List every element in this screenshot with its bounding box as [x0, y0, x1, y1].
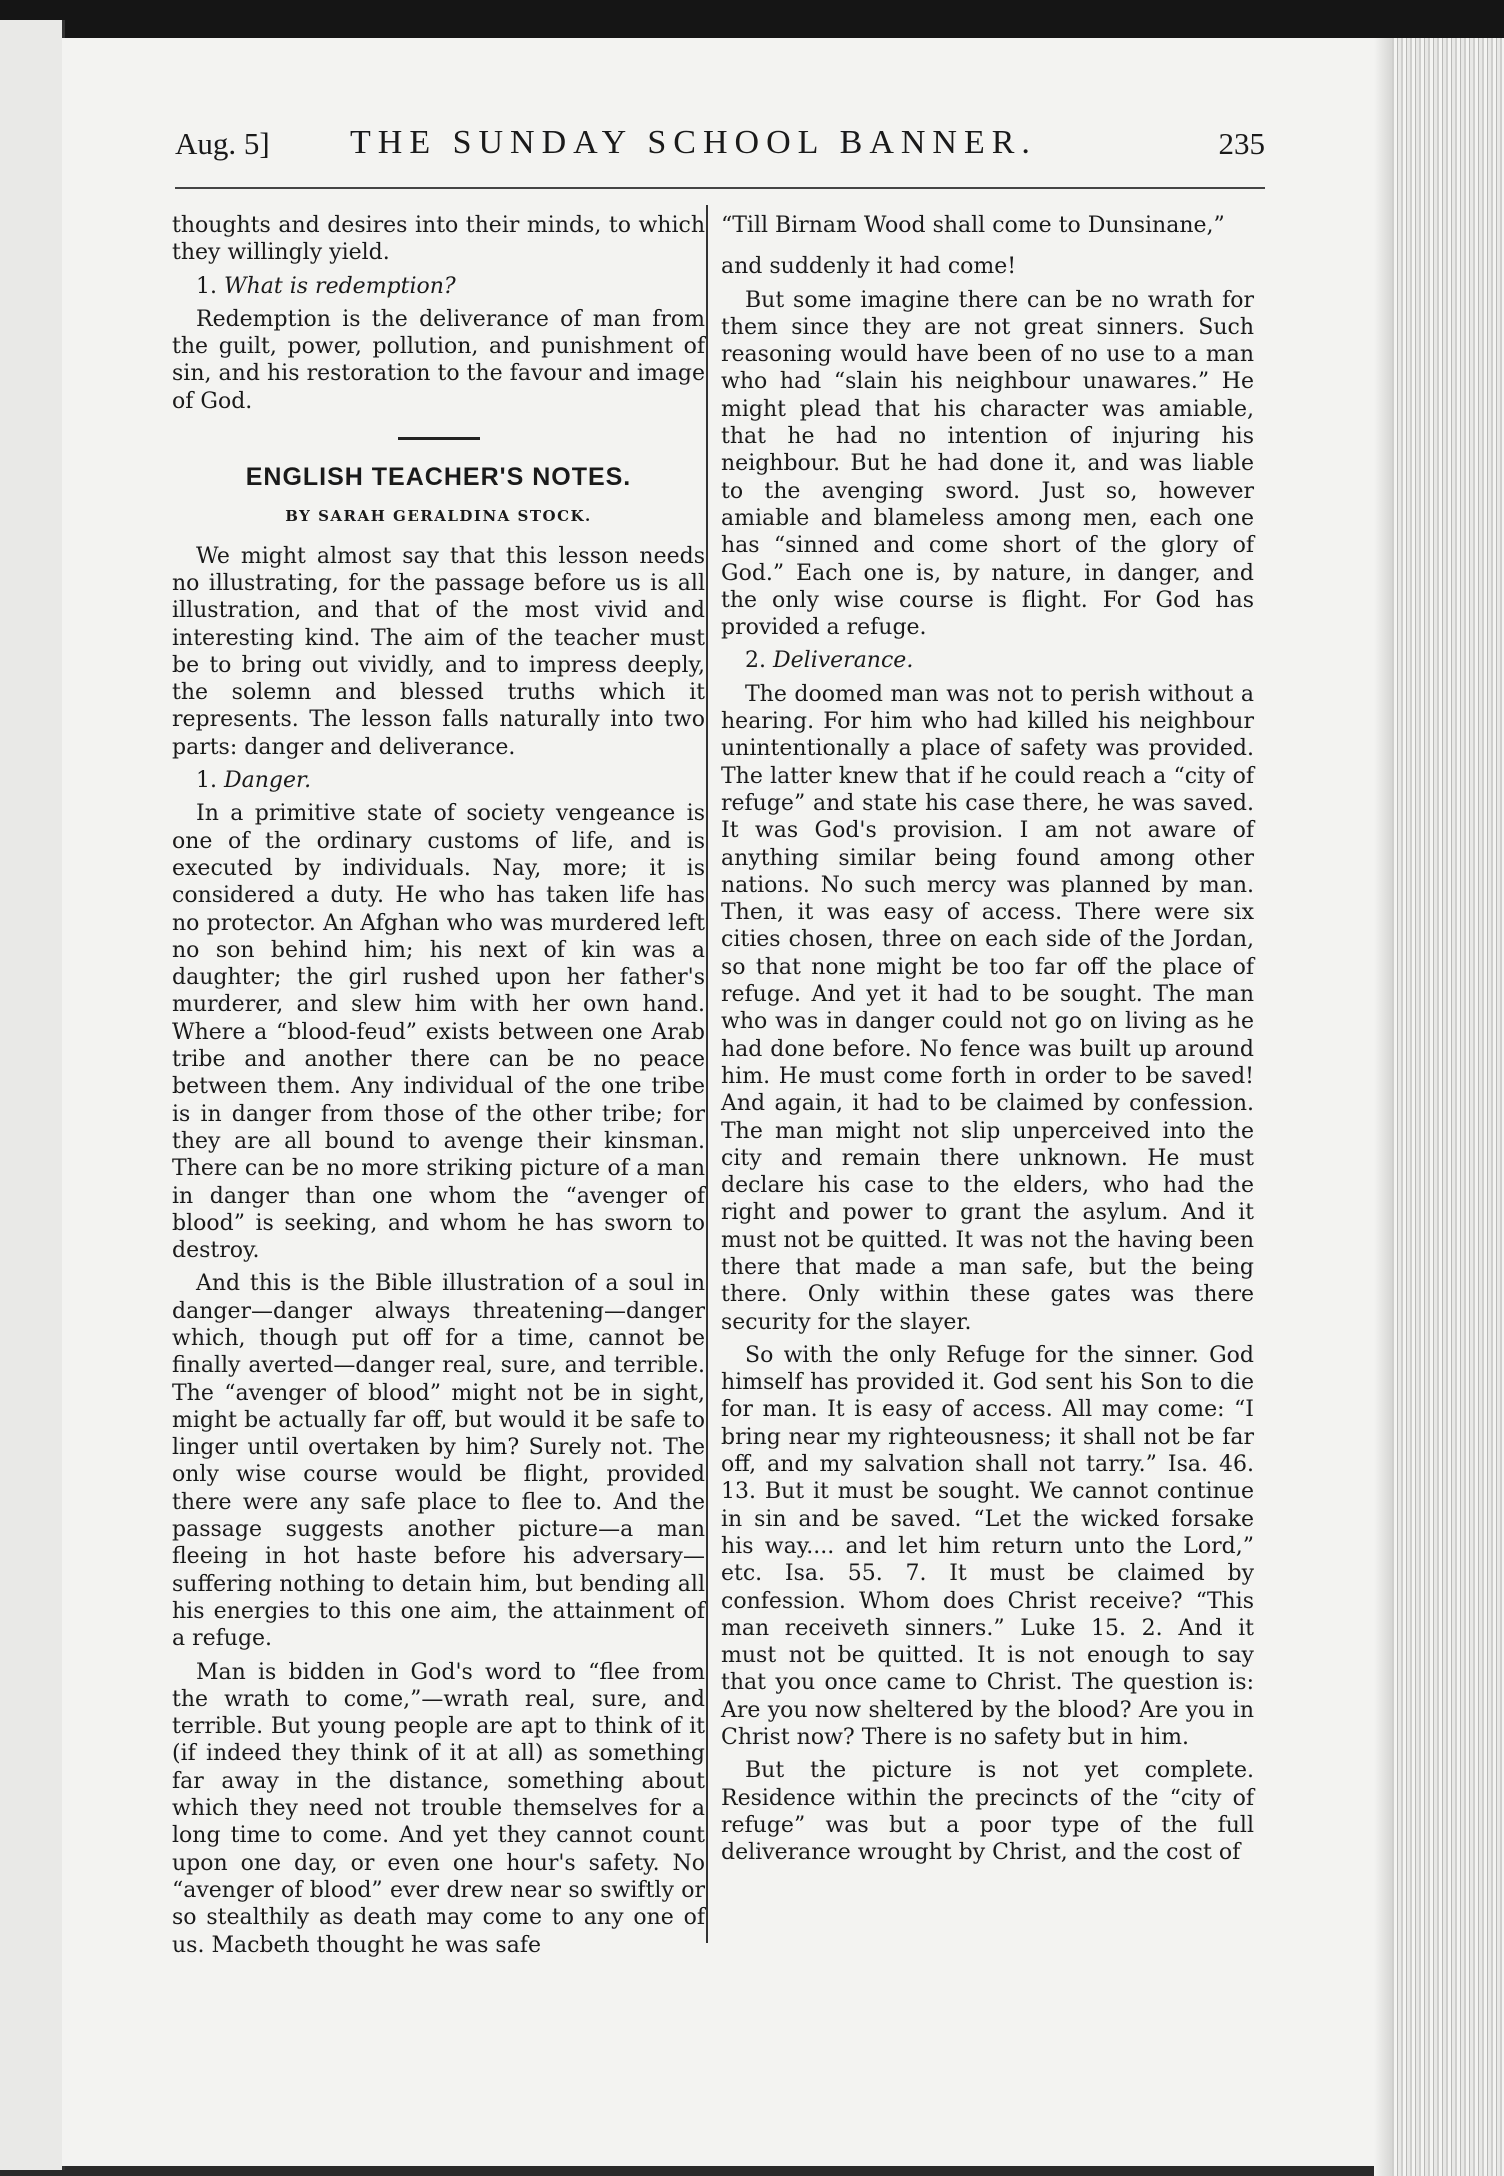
- paragraph: We might almost say that this lesson needs no illustrating, for the passage before us is all illustration, and that of the most vivid and interesting kind. The aim of the teacher must be to bring out vividly, and to impress deeply, the solemn and blessed truths which it represents. The lesson falls naturally into two parts: danger and deliverance.: [172, 543, 705, 760]
- quote-followup: and suddenly it had come!: [721, 254, 1017, 280]
- question-number: 1.: [196, 273, 217, 299]
- subheading-text: Deliverance.: [773, 648, 914, 674]
- paragraph: But some imagine there can be no wrath for them since they are not great sinners. Such reasoning would have been of no use to a man who had “slain his neighbour unawares.” He might plead that his character was amiable, that he had no intention of injuring his neighbour. But he had done it, and was liable to the avenging sword. Just so, however amiable and blameless among men, each one has “sinned and come short of the glory of God.” Each one is, by nature, in danger, and the only wise course is flight. For God has provided a refuge.: [721, 287, 1254, 641]
- subheading-number: 2.: [745, 648, 766, 674]
- page-number: 235: [1218, 126, 1265, 161]
- page-gutter-shadow: [1374, 38, 1392, 2176]
- section-title: ENGLISH TEACHER'S NOTES.: [245, 463, 632, 492]
- paragraph: Man is bidden in God's word to “flee from the wrath to come,”—wrath real, sure, and terrible. But young people are apt to think of it (if indeed they think of it at all) as something far away in the distance, something about which they need not trouble themselves for a long time to come. And yet they cannot count upon one day, or even one hour's safety. No “avenger of blood” ever drew near so swiftly or so stealthily as death may come to any one of us. Macbeth thought he was safe: [172, 1659, 705, 1958]
- answer-paragraph: Redemption is the deliverance of man from the guilt, power, pollution, and punishment of sin, and his restoration to the favour and image of God.: [172, 306, 705, 414]
- left-column: [172, 212, 705, 1965]
- paragraph: In a primitive state of society vengeance is one of the ordinary customs of life, and is executed by individuals. Nay, more; it is considered a duty. He who has taken life has no protector. An Afghan who was murdered left no son behind him; his next of kin was a daughter; the girl rushed upon her father's murderer, and slew him with her own hand. Where a “blood-feud” exists between one Arab tribe and another there can be no peace between them. Any individual of the one tribe is in danger from those of the other tribe; for they are all bound to avenge their kinsman. There can be no more striking picture of a man in danger than one whom the “avenger of blood” is seeking, and whom he has sworn to destroy.: [172, 801, 705, 1264]
- intro-paragraph: thoughts and desires into their minds, to which they willingly yield.: [172, 213, 705, 266]
- header-date: Aug. 5]: [175, 126, 270, 161]
- paragraph: But the picture is not yet complete. Residence within the precincts of the “city of refuge” was but a poor type of the full deliverance wrought by Christ, and the cost of: [721, 1758, 1254, 1866]
- quotation-line: “Till Birnam Wood shall come to Dunsinane,”: [721, 213, 1225, 238]
- question-text: What is redemption?: [224, 273, 456, 299]
- subheading-deliverance: [721, 647, 1254, 674]
- subheading-text: Danger.: [224, 768, 312, 794]
- subheading-number: 1.: [196, 768, 217, 794]
- header-rule: [175, 187, 1265, 189]
- scan-top-border: [0, 0, 1504, 38]
- subheading-danger: [172, 767, 705, 794]
- paragraph: And this is the Bible illustration of a soul in danger—danger always threatening—danger which, though put off for a time, cannot be finally averted—danger real, sure, and terrible. The “avenger of blood” might not be in sight, might be actually far off, but would it be safe to linger until overtaken by him? Surely not. The only wise course would be flight, provided there were any safe place to flee to. And the passage suggests another picture—a man fleeing in hot haste before his adversary—suffering nothing to detain him, but bending all his energies to this one aim, the attainment of a refuge.: [172, 1271, 705, 1652]
- question-heading: [172, 273, 705, 300]
- byline: BY SARAH GERALDINA STOCK.: [285, 507, 592, 526]
- running-header: [175, 126, 1265, 176]
- column-divider: [706, 205, 708, 1943]
- section-divider: [398, 437, 480, 440]
- facing-page-edge: [0, 20, 65, 2170]
- paragraph: The doomed man was not to perish without a hearing. For him who had killed his neighbour unintentionally a place of safety was provided. The latter knew that if he could reach a “city of refuge” and state his case there, he was saved. It was God's provision. I am not aware of anything similar being found among other nations. No such mercy was planned by man. Then, it was easy of access. There were six cities chosen, three on each side of the Jordan, so that none might be too far off the place of refuge. And yet it had to be sought. The man who was in danger could not go on living as he had done before. No fence was built up around him. He must come forth in order to be saved! And again, it had to be claimed by confession. The man might not slip unperceived into the city and remain there unknown. He must declare his case to the elders, who had the right and power to grant the asylum. And it must not be quitted. It was not the having been there that made a man safe, but the being there. Only within these gates was there security for the slayer.: [721, 681, 1254, 1335]
- header-title: THE SUNDAY SCHOOL BANNER.: [350, 124, 1037, 161]
- page-stack-edge: [1392, 38, 1504, 2176]
- paragraph: So with the only Refuge for the sinner. God himself has provided it. God sent his Son to die for man. It is easy of access. All may come: “I bring near my righteousness; it shall not be far off, and my salvation shall not tarry.” Isa. 46. 13. But it must be sought. We cannot continue in sin and be saved. “Let the wicked forsake his way.... and let him return unto the Lord,” etc. Isa. 55. 7. It must be claimed by confession. Whom does Christ receive? “This man receiveth sinners.” Luke 15. 2. And it must not be quitted. It is not enough to say that you once came to Christ. The question is: Are you now sheltered by the blood? Are you in Christ now? There is no safety but in him.: [721, 1342, 1254, 1751]
- right-column: [721, 212, 1254, 1873]
